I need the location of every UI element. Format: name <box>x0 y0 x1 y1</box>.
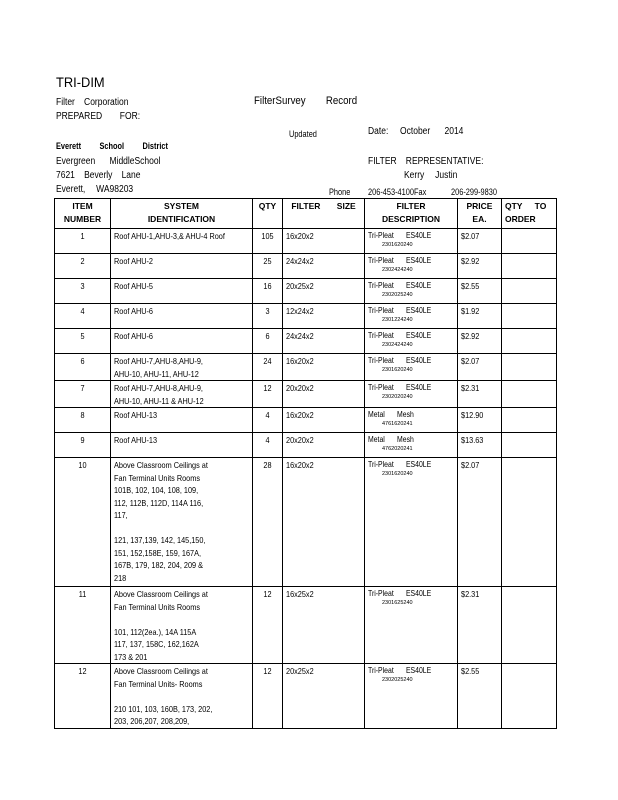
system-identification-cell: Roof AHU-13 <box>111 408 253 433</box>
school-name: Evergreen MiddleSchool <box>56 156 161 167</box>
system-identification-cell: Roof AHU-1,AHU-3,& AHU-4 Roof <box>111 229 253 254</box>
system-identification-cell: Roof AHU-7,AHU-8,AHU-9, AHU-10, AHU-11 & AHU-12 <box>111 381 253 408</box>
system-identification-cell: Above Classroom Ceilings at Fan Terminal Units Rooms 101B, 102, 104, 108, 109, 112, 112B, 112D, 114A 116, 117, 121, 137,139, 142, 145,150, 151, 152,158E, 159, 167A, 167B, 179, 182, 204, 209 & 218 <box>111 458 253 587</box>
filter-description-cell: Tri-Pleat ES40LE 2301625240 <box>365 587 458 664</box>
filter-survey-table <box>54 198 557 729</box>
system-identification-cell: Roof AHU-13 <box>111 433 253 458</box>
col-header-system: SYSTEM IDENTIFICATION <box>111 199 253 229</box>
filter-description-cell: Tri-Pleat ES40LE 2302020240 <box>365 381 458 408</box>
filter-size-cell: 16x20x2 <box>283 408 365 433</box>
table-header-row <box>55 199 557 229</box>
filter-size-cell: 20x20x2 <box>283 381 365 408</box>
filter-size-cell: 12x24x2 <box>283 304 365 329</box>
price-cell: $2.07 <box>458 229 502 254</box>
price-cell: $2.92 <box>458 254 502 279</box>
qty-cell: 16 <box>253 279 283 304</box>
fax-value: 206-299-9830 <box>451 187 497 197</box>
company-logo-text: TRI-DIM <box>56 74 105 90</box>
qty-to-order-cell <box>502 664 557 729</box>
qty-to-order-cell <box>502 279 557 304</box>
item-number-cell: 6 <box>55 354 111 381</box>
item-number-cell: 10 <box>55 458 111 587</box>
filter-description-cell: Tri-Pleat ES40LE 2302025240 <box>365 279 458 304</box>
col-header-price: PRICE EA. <box>458 199 502 229</box>
qty-cell: 105 <box>253 229 283 254</box>
filter-size-cell: 24x24x2 <box>283 329 365 354</box>
qty-to-order-cell <box>502 433 557 458</box>
qty-to-order-cell <box>502 458 557 587</box>
item-number-cell: 8 <box>55 408 111 433</box>
filter-description-cell: Tri-Pleat ES40LE 2302424240 <box>365 254 458 279</box>
table-row <box>55 458 557 587</box>
item-number-cell: 9 <box>55 433 111 458</box>
table-row <box>55 254 557 279</box>
qty-to-order-cell <box>502 304 557 329</box>
qty-cell: 4 <box>253 433 283 458</box>
qty-cell: 24 <box>253 354 283 381</box>
qty-cell: 4 <box>253 408 283 433</box>
qty-cell: 12 <box>253 381 283 408</box>
price-cell: $2.92 <box>458 329 502 354</box>
col-header-filter-size: FILTER SIZE <box>283 199 365 229</box>
price-cell: $1.92 <box>458 304 502 329</box>
phone-label: Phone <box>329 187 351 197</box>
system-identification-cell: Above Classroom Ceilings at Fan Terminal Units Rooms 101, 112(2ea.), 14A 115A 117, 137, 158C, 162,162A 173 & 201 <box>111 587 253 664</box>
date-value: October 2014 <box>400 126 464 137</box>
item-number-cell: 7 <box>55 381 111 408</box>
system-identification-cell: Roof AHU-6 <box>111 304 253 329</box>
system-identification-cell: Roof AHU-5 <box>111 279 253 304</box>
system-identification-cell: Roof AHU-6 <box>111 329 253 354</box>
date-label: Date: <box>368 126 389 137</box>
price-cell: $13.63 <box>458 433 502 458</box>
col-header-item: ITEM NUMBER <box>55 199 111 229</box>
filter-size-cell: 16x20x2 <box>283 458 365 587</box>
price-cell: $2.31 <box>458 587 502 664</box>
filter-description-cell: Tri-Pleat ES40LE 2302424240 <box>365 329 458 354</box>
table-row <box>55 229 557 254</box>
updated-label: Updated <box>289 129 317 139</box>
filter-size-cell: 20x20x2 <box>283 433 365 458</box>
filter-rep-label: FILTER REPRESENTATIVE: <box>368 156 484 167</box>
filter-description-cell: Tri-Pleat ES40LE 2301224240 <box>365 304 458 329</box>
qty-cell: 25 <box>253 254 283 279</box>
table-row <box>55 279 557 304</box>
price-cell: $12.90 <box>458 408 502 433</box>
col-header-description: FILTER DESCRIPTION <box>365 199 458 229</box>
qty-to-order-cell <box>502 254 557 279</box>
col-header-qty-to-order: QTY TO ORDER <box>502 199 557 229</box>
system-identification-cell: Roof AHU-2 <box>111 254 253 279</box>
price-cell: $2.55 <box>458 279 502 304</box>
qty-cell: 12 <box>253 587 283 664</box>
table-row <box>55 329 557 354</box>
filter-rep-name: Kerry Justin <box>404 170 458 181</box>
filter-size-cell: 16x25x2 <box>283 587 365 664</box>
item-number-cell: 4 <box>55 304 111 329</box>
table-row <box>55 408 557 433</box>
filter-description-cell: Tri-Pleat ES40LE 2301620240 <box>365 354 458 381</box>
filter-description-cell: Tri-Pleat ES40LE 2301620240 <box>365 229 458 254</box>
prepared-for-label: PREPARED FOR: <box>56 111 141 122</box>
price-cell: $2.55 <box>458 664 502 729</box>
table-row <box>55 433 557 458</box>
qty-to-order-cell <box>502 408 557 433</box>
filter-size-cell: 16x20x2 <box>283 354 365 381</box>
qty-to-order-cell <box>502 381 557 408</box>
price-cell: $2.07 <box>458 354 502 381</box>
item-number-cell: 3 <box>55 279 111 304</box>
filter-size-cell: 24x24x2 <box>283 254 365 279</box>
qty-cell: 6 <box>253 329 283 354</box>
table-row <box>55 354 557 381</box>
table-row <box>55 664 557 729</box>
qty-to-order-cell <box>502 229 557 254</box>
system-identification-cell: Above Classroom Ceilings at Fan Terminal Units- Rooms 210 101, 103, 160B, 173, 202, 203, 206,207, 208,209, <box>111 664 253 729</box>
filter-size-cell: 20x25x2 <box>283 279 365 304</box>
table-row <box>55 304 557 329</box>
address-line-1: 7621 Beverly Lane <box>56 170 141 181</box>
qty-to-order-cell <box>502 587 557 664</box>
filter-description-cell: Tri-Pleat ES40LE 2301620240 <box>365 458 458 587</box>
document-title: FilterSurvey Record <box>254 95 358 107</box>
table-row <box>55 587 557 664</box>
table-row <box>55 381 557 408</box>
filter-description-cell: Metal Mesh 4762020241 <box>365 433 458 458</box>
qty-to-order-cell <box>502 354 557 381</box>
filter-size-cell: 16x20x2 <box>283 229 365 254</box>
company-subtitle: Filter Corporation <box>56 97 129 108</box>
item-number-cell: 5 <box>55 329 111 354</box>
filter-size-cell: 20x25x2 <box>283 664 365 729</box>
qty-cell: 12 <box>253 664 283 729</box>
filter-description-cell: Metal Mesh 4761620241 <box>365 408 458 433</box>
system-identification-cell: Roof AHU-7,AHU-8,AHU-9, AHU-10, AHU-11, AHU-12 <box>111 354 253 381</box>
price-cell: $2.07 <box>458 458 502 587</box>
qty-cell: 3 <box>253 304 283 329</box>
item-number-cell: 2 <box>55 254 111 279</box>
phone-value: 206-453-4100Fax <box>368 187 427 197</box>
item-number-cell: 11 <box>55 587 111 664</box>
qty-to-order-cell <box>502 329 557 354</box>
price-cell: $2.31 <box>458 381 502 408</box>
item-number-cell: 1 <box>55 229 111 254</box>
col-header-qty: QTY <box>253 199 283 229</box>
address-line-2: Everett, WA98203 <box>56 184 134 195</box>
filter-description-cell: Tri-Pleat ES40LE 2302025240 <box>365 664 458 729</box>
district-name: Everett School District <box>56 141 168 151</box>
qty-cell: 28 <box>253 458 283 587</box>
item-number-cell: 12 <box>55 664 111 729</box>
